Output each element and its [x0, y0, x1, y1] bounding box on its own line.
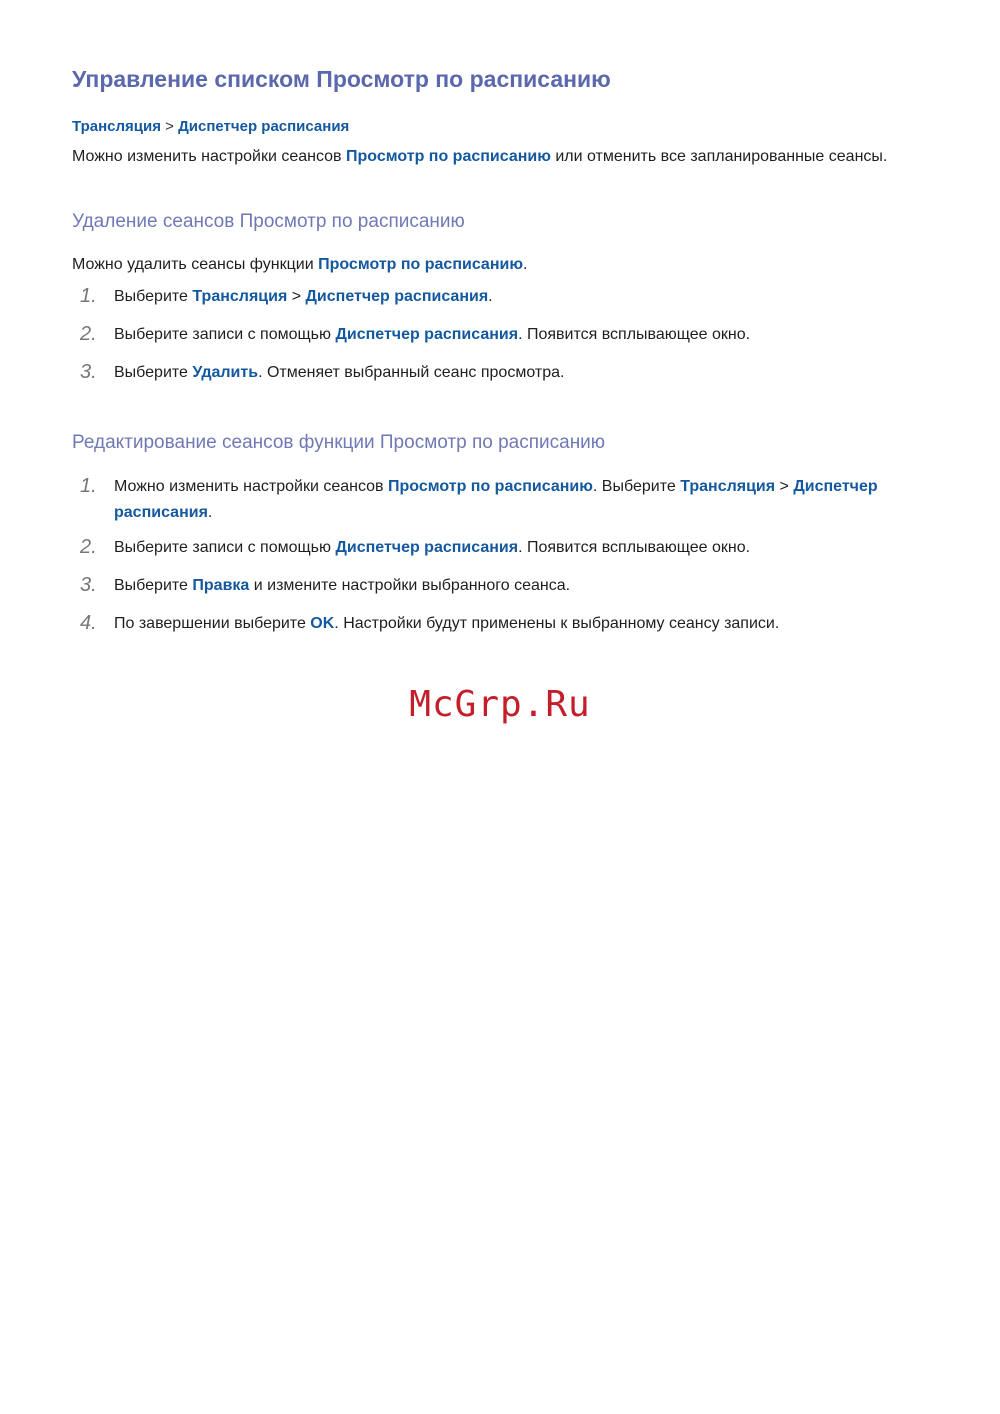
- step-text: Выберите Правка и измените настройки выбранного сеанса.: [114, 577, 571, 594]
- step-text: По завершении выберите OK. Настройки будут применены к выбранному сеансу записи.: [114, 615, 780, 632]
- section-title-delete: Удаление сеансов Просмотр по расписанию: [72, 211, 465, 232]
- step-number: 2.: [80, 536, 97, 558]
- section-title-edit: Редактирование сеансов функции Просмотр по расписанию: [72, 432, 606, 453]
- intro-highlight: Просмотр по расписанию: [346, 148, 551, 165]
- step-number: 4.: [80, 612, 97, 634]
- breadcrumb-separator: >: [165, 118, 174, 135]
- step-number: 3.: [80, 361, 97, 383]
- step-number: 1.: [80, 475, 97, 497]
- lead-text: Можно удалить сеансы функции: [72, 256, 319, 273]
- section1-lead: [72, 256, 527, 274]
- intro-text: Можно изменить настройки сеансов: [72, 148, 346, 165]
- step-number: 3.: [80, 574, 97, 596]
- intro-text-end: или отменить все запланированные сеансы.: [550, 148, 888, 165]
- step-text: Выберите Трансляция > Диспетчер расписания.: [114, 288, 493, 305]
- lead-text-end: .: [522, 256, 528, 273]
- step-text: Выберите записи с помощью Диспетчер расписания. Появится всплывающее окно.: [114, 326, 751, 343]
- lead-highlight: Просмотр по расписанию: [318, 256, 523, 273]
- breadcrumb: [72, 118, 349, 135]
- step-text: Выберите Удалить. Отменяет выбранный сеанс просмотра.: [114, 364, 565, 381]
- intro-paragraph: [72, 148, 887, 166]
- step-text: Выберите записи с помощью Диспетчер расписания. Появится всплывающее окно.: [114, 539, 751, 556]
- breadcrumb-item-schedule-manager: Диспетчер расписания: [178, 118, 350, 135]
- watermark-text: McGrp.Ru: [409, 684, 591, 725]
- step-text: Можно изменить настройки сеансов Просмотр по расписанию. Выберите Трансляция > Диспетчер расписания.: [114, 478, 878, 521]
- breadcrumb-item-broadcast: Трансляция: [72, 118, 161, 135]
- step-number: 1.: [80, 285, 97, 307]
- page-title: Управление списком Просмотр по расписанию: [72, 66, 611, 92]
- step-number: 2.: [80, 323, 97, 345]
